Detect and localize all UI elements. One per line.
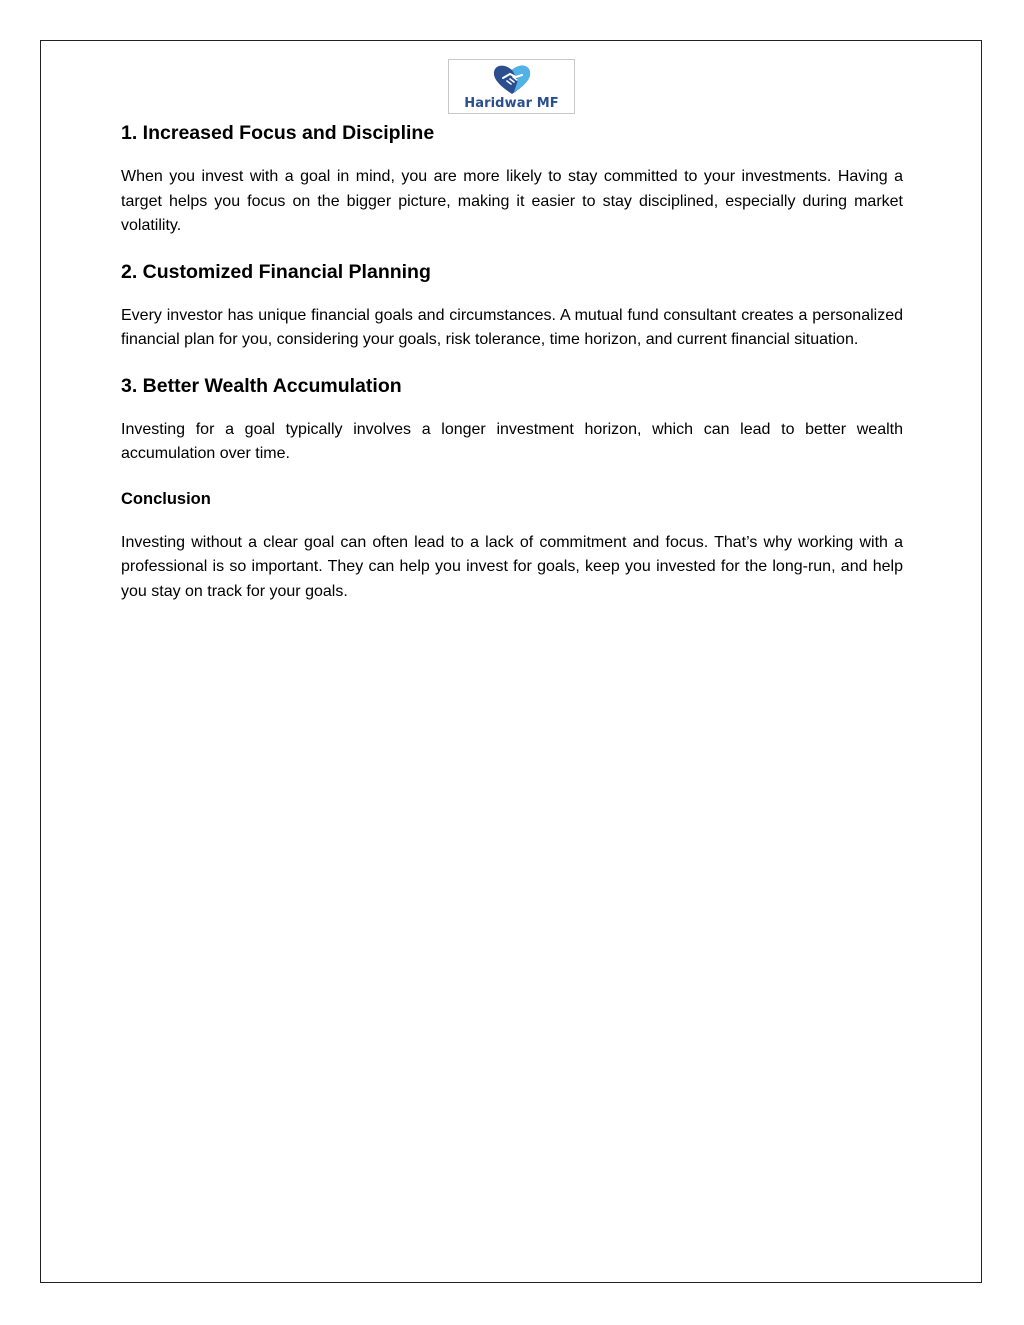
document-body (121, 118, 903, 604)
section-paragraph: When you invest with a goal in mind, you are more likely to stay committed to your investments. Having a target helps you focus on the bigger picture, making it easier to stay disciplined, especially during market volatility. (121, 168, 903, 234)
logo-text: Haridwar MF (464, 96, 559, 111)
handshake-heart-icon (492, 62, 532, 96)
section-paragraph: Every investor has unique financial goals and circumstances. A mutual fund consultant creates a personalized financial plan for you, considering your goals, risk tolerance, time horizon, and current financial situation. (121, 306, 903, 348)
section-heading: 2. Customized Financial Planning (121, 260, 431, 283)
conclusion-heading: Conclusion (121, 489, 211, 508)
section-heading: 3. Better Wealth Accumulation (121, 374, 402, 397)
section-heading: 1. Increased Focus and Discipline (121, 122, 435, 144)
company-logo (448, 59, 575, 114)
conclusion-paragraph: Investing without a clear goal can often lead to a lack of commitment and focus. That’s why working with a professional is so important. They can help you invest for goals, keep you invested for the long-run, and help you stay on track for your goals. (121, 533, 903, 600)
section-paragraph: Investing for a goal typically involves a longer investment horizon, which can lead to better wealth accumulation over time. (121, 420, 903, 462)
